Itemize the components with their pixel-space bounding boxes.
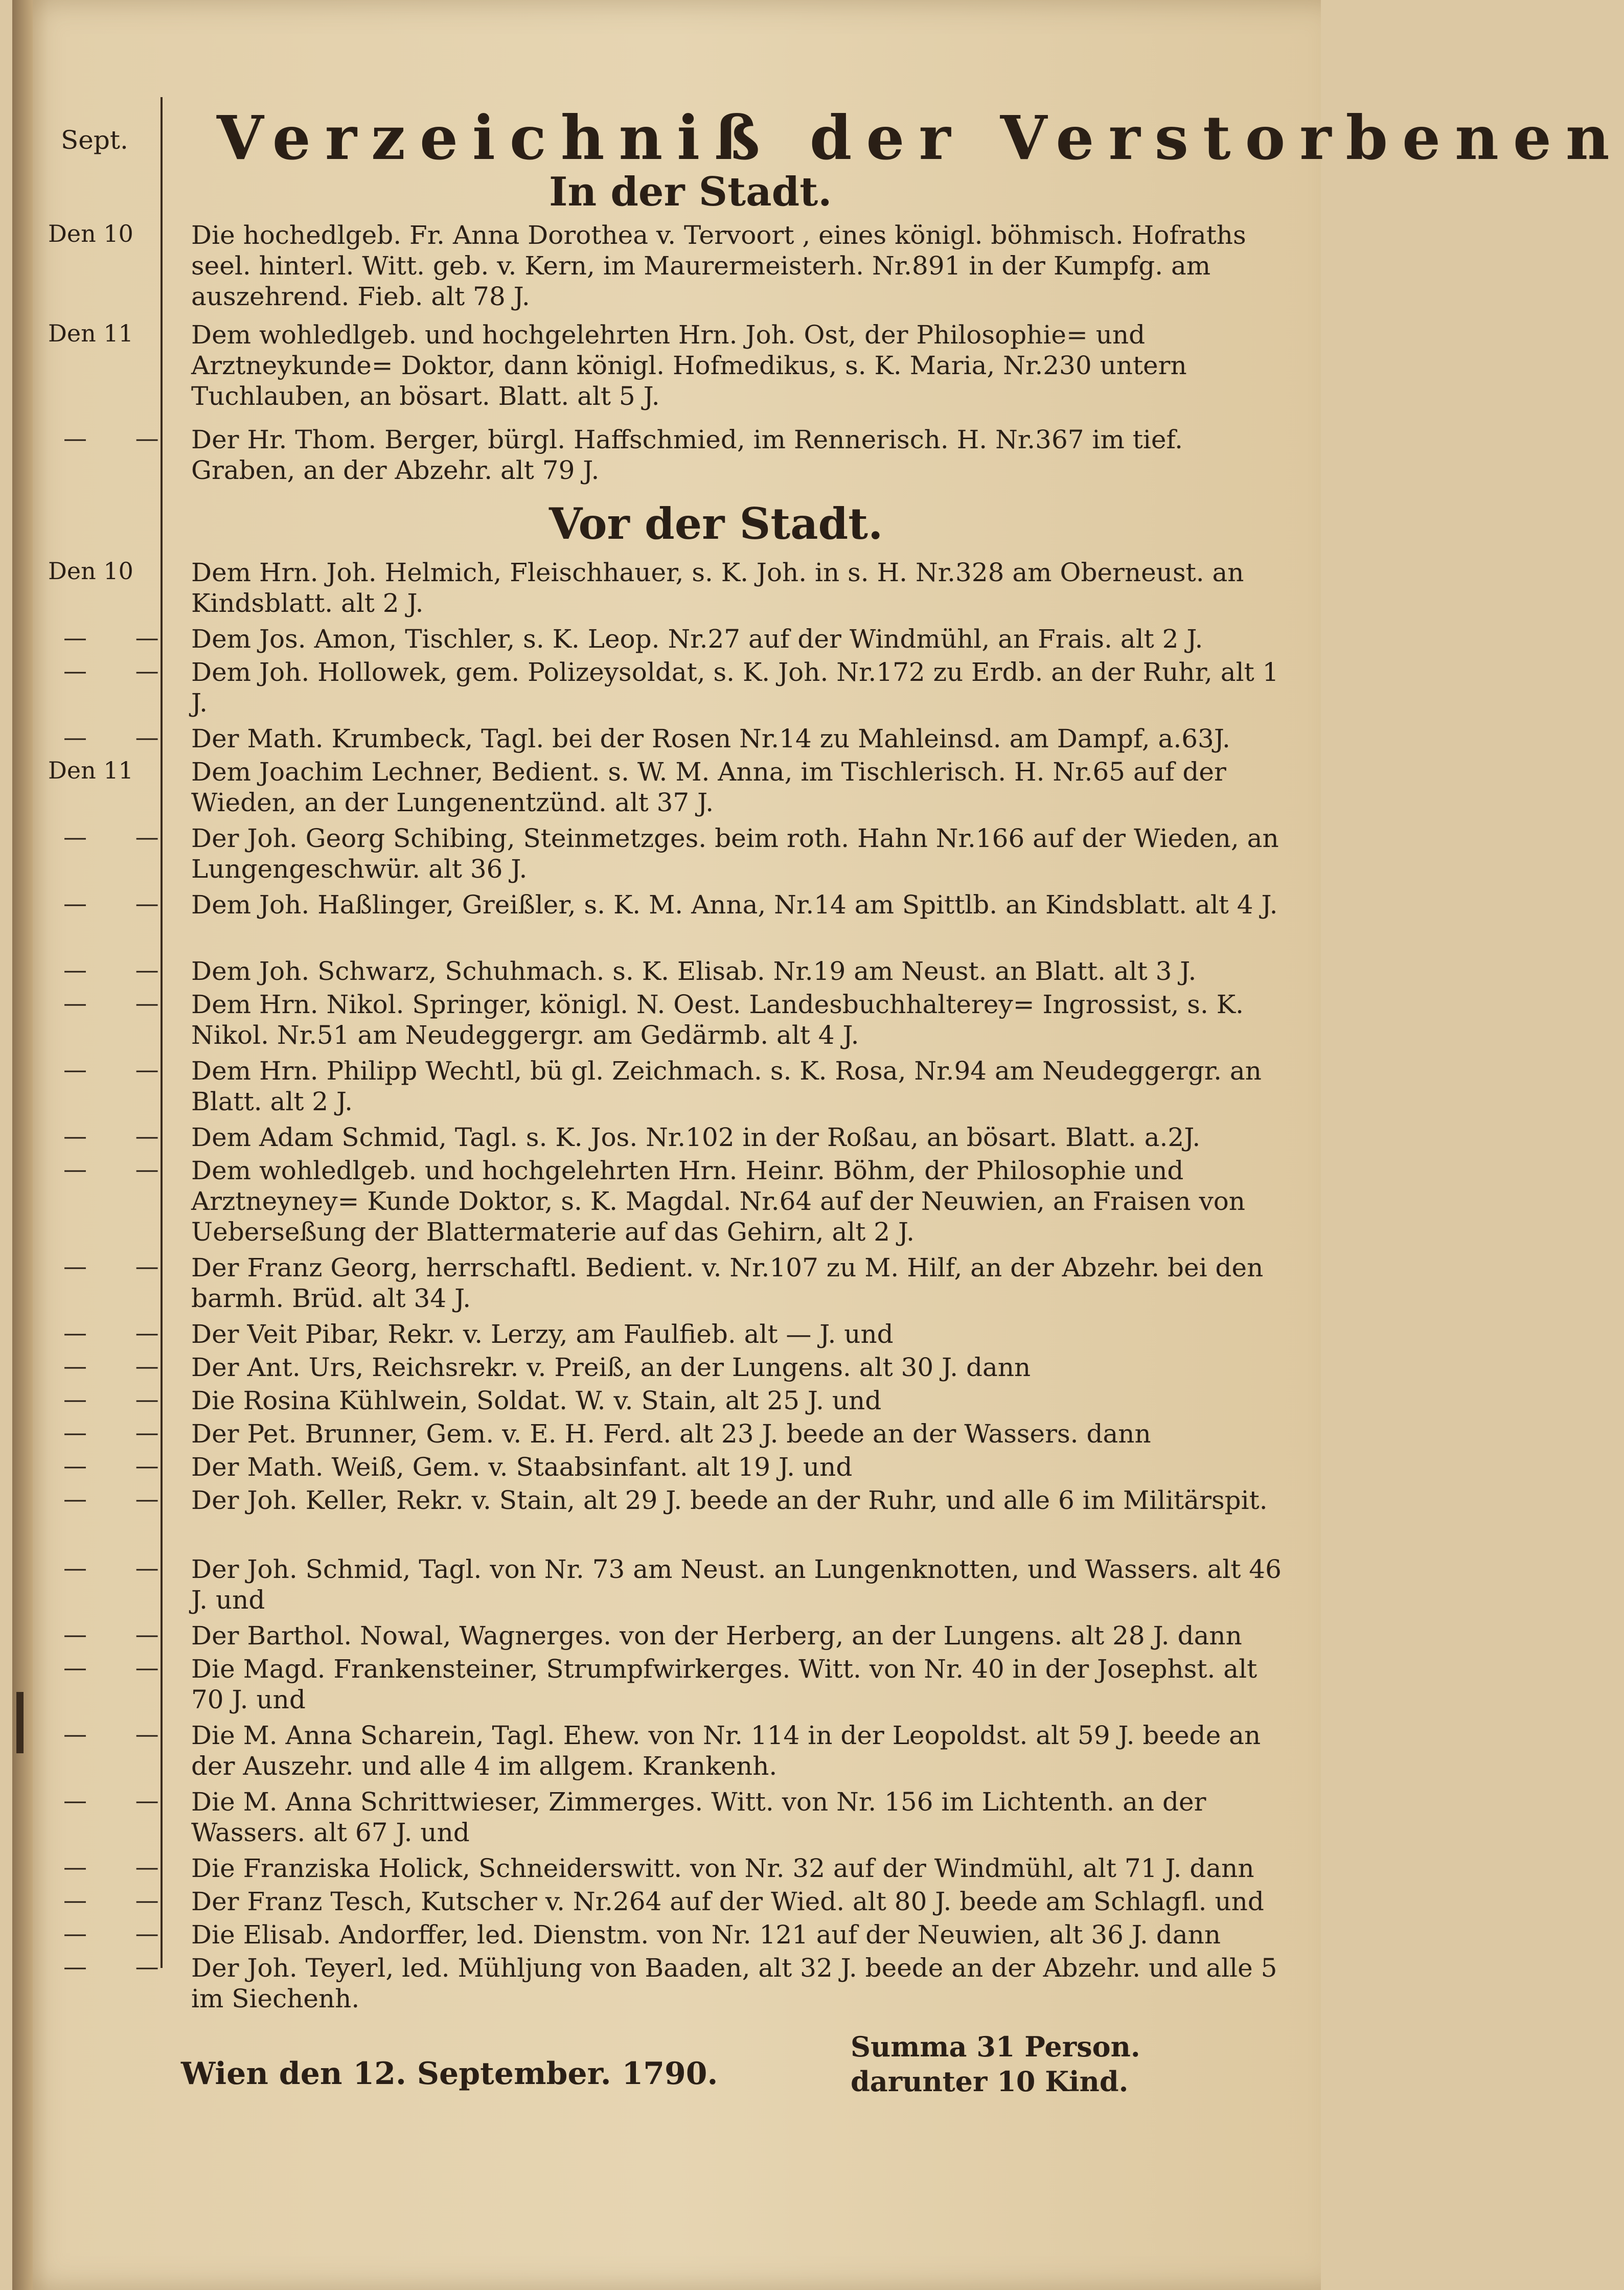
entry-date: — — [63,1953,179,1980]
entry-text: Dem Joachim Lechner, Bedient. s. W. M. Anna, im Tischlerisch. H. Nr.65 auf der Wieden, an der Lungenentzünd. alt 37 J. [191,757,1226,817]
entry-date: — — [63,956,179,983]
entry-date: — — [63,1418,179,1446]
margin-mark [16,1692,24,1753]
entry-date: — — [63,1554,179,1582]
entry-date: — — [63,889,179,917]
place-date-footer: Wien den 12. September. 1790. [181,2056,718,2092]
section-heading-city: In der Stadt. [549,169,832,215]
entry-text: Dem wohledlgeb. und hochgelehrten Hrn. Joh. Ost, der Philosophie= und Arztneykunde= Doktor, dann königl. Hofmedikus, s. K. Maria, Nr.230 untern Tuchlauben, an bösart. Blatt. alt 5 J. [191,320,1187,411]
entry-date: — — [63,1155,179,1183]
document-page [12,0,1624,2290]
entry-text: Der Joh. Georg Schibing, Steinmetzges. beim roth. Hahn Nr.166 auf der Wieden, an Lungengeschwür. alt 36 J. [191,823,1279,884]
entry-date: Den 10 [48,557,133,585]
entry-text: Der Franz Tesch, Kutscher v. Nr.264 auf der Wied. alt 80 J. beede am Schlagfl. und [191,1887,1264,1916]
entry-date: Den 11 [48,757,133,784]
summary-total: Summa 31 Person. [851,2030,1140,2063]
entry-date: — — [63,723,179,751]
page-title: Verzeichniß der Verstorbenen [217,102,1624,173]
entry-text: Dem Hrn. Joh. Helmich, Fleischhauer, s. K. Joh. in s. H. Nr.328 am Oberneust. an Kindsblatt. alt 2 J. [191,558,1244,618]
entry-text: Der Math. Weiß, Gem. v. Staabsinfant. alt 19 J. und [191,1452,853,1482]
entry-date: — — [63,1452,179,1479]
summary-children: darunter 10 Kind. [851,2065,1129,2098]
entry-text: Der Ant. Urs, Reichsrekr. v. Preiß, an der Lungens. alt 30 J. dann [191,1353,1031,1382]
entry-text: Die Elisab. Andorffer, led. Dienstm. von Nr. 121 auf der Neuwien, alt 36 J. dann [191,1920,1221,1950]
entry-date: — — [63,1919,179,1947]
entry-date: — — [63,1122,179,1150]
entry-date: — — [63,1886,179,1914]
entry-text: Dem Hrn. Nikol. Springer, königl. N. Oest. Landesbuchhalterey= Ingrossist, s. K. Nikol. Nr.51 am Neudeggergr. am Gedärmb. alt 4 J. [191,990,1244,1050]
margin-rule [161,97,163,1968]
entry-date: — — [63,823,179,851]
entry-date: — — [63,1056,179,1083]
entry-text: Der Math. Krumbeck, Tagl. bei der Rosen Nr.14 zu Mahleinsd. am Dampf, a.63J. [191,724,1230,753]
entry-text: Die hochedlgeb. Fr. Anna Dorothea v. Tervoort , eines königl. böhmisch. Hofraths seel. hinterl. Witt. geb. v. Kern, im Maurermeisterh. Nr.891 in der Kumpfg. am auszehrend. Fieb. alt 78 J. [191,220,1246,311]
entry-text: Dem Adam Schmid, Tagl. s. K. Jos. Nr.102 in der Roßau, an bösart. Blatt. a.2J. [191,1123,1201,1152]
entry-text: Dem Joh. Schwarz, Schuhmach. s. K. Elisab. Nr.19 am Neust. an Blatt. alt 3 J. [191,956,1197,986]
entry-text: Der Veit Pibar, Rekr. v. Lerzy, am Faulfieb. alt — J. und [191,1319,894,1349]
section-heading-suburb: Vor der Stadt. [549,498,883,549]
entry-date: — — [63,1654,179,1681]
entry-text: Der Joh. Teyerl, led. Mühljung von Baaden, alt 32 J. beede an der Abzehr. und alle 5 im Siechenh. [191,1953,1277,2013]
entry-text: Dem Jos. Amon, Tischler, s. K. Leop. Nr.27 auf der Windmühl, an Frais. alt 2 J. [191,624,1203,654]
entry-text: Der Franz Georg, herrschaftl. Bedient. v. Nr.107 zu M. Hilf, an der Abzehr. bei den barmh. Brüd. alt 34 J. [191,1253,1264,1313]
entry-text: Die Magd. Frankensteiner, Strumpfwirkerges. Witt. von Nr. 40 in der Josephst. alt 70 J. und [191,1654,1257,1714]
entry-date: Den 11 [48,319,133,347]
entry-date: — — [63,1620,179,1648]
entry-date: — — [63,1252,179,1280]
entry-date: — — [63,989,179,1017]
entry-date: — — [63,1853,179,1881]
entry-text: Der Joh. Schmid, Tagl. von Nr. 73 am Neust. an Lungenknotten, und Wassers. alt 46 J. und [191,1554,1282,1615]
entry-text: Der Barthol. Nowal, Wagnerges. von der Herberg, an der Lungens. alt 28 J. dann [191,1621,1242,1651]
binding-edge [12,0,33,2290]
entry-date: Den 10 [48,220,133,247]
entry-text: Dem Joh. Haßlinger, Greißler, s. K. M. Anna, Nr.14 am Spittlb. an Kindsblatt. alt 4 J. [191,890,1278,920]
entry-date: — — [63,424,179,452]
entry-date: — — [63,1787,179,1814]
month-label: Sept. [61,125,128,155]
entry-date: — — [63,1720,179,1748]
entry-text: Die Franziska Holick, Schneiderswitt. von Nr. 32 auf der Windmühl, alt 71 J. dann [191,1853,1254,1883]
entry-date: — — [63,657,179,684]
entry-text: Dem wohledlgeb. und hochgelehrten Hrn. Heinr. Böhm, der Philosophie und Arztneyney= Kunde Doktor, s. K. Magdal. Nr.64 auf der Neuwien, an Fraisen von Ueberseßung der Blattermaterie auf das Gehirn, alt 2 J. [191,1156,1246,1247]
summary-block [851,2029,1140,2099]
entry-text: Die M. Anna Scharein, Tagl. Ehew. von Nr. 114 in der Leopoldst. alt 59 J. beede an der Auszehr. und alle 4 im allgem. Krankenh. [191,1721,1261,1781]
entry-text: Der Pet. Brunner, Gem. v. E. H. Ferd. alt 23 J. beede an der Wassers. dann [191,1419,1151,1449]
entry-text: Dem Joh. Hollowek, gem. Polizeysoldat, s. K. Joh. Nr.172 zu Erdb. an der Ruhr, alt 1 J. [191,657,1279,718]
entry-date: — — [63,1385,179,1413]
entry-date: — — [63,1352,179,1380]
entry-text: Der Joh. Keller, Rekr. v. Stain, alt 29 J. beede an der Ruhr, und alle 6 im Militärspit. [191,1485,1268,1515]
entry-text: Die M. Anna Schrittwieser, Zimmerges. Witt. von Nr. 156 im Lichtenth. an der Wassers. alt 67 J. und [191,1787,1206,1847]
entry-text: Der Hr. Thom. Berger, bürgl. Haffschmied, im Rennerisch. H. Nr.367 im tief. Graben, an der Abzehr. alt 79 J. [191,425,1183,485]
entry-text: Dem Hrn. Philipp Wechtl, bü gl. Zeichmach. s. K. Rosa, Nr.94 am Neudeggergr. an Blatt. alt 2 J. [191,1056,1262,1116]
entry-text: Die Rosina Kühlwein, Soldat. W. v. Stain, alt 25 J. und [191,1386,882,1415]
entry-date: — — [63,1319,179,1346]
entry-date: — — [63,1485,179,1513]
entry-date: — — [63,624,179,651]
